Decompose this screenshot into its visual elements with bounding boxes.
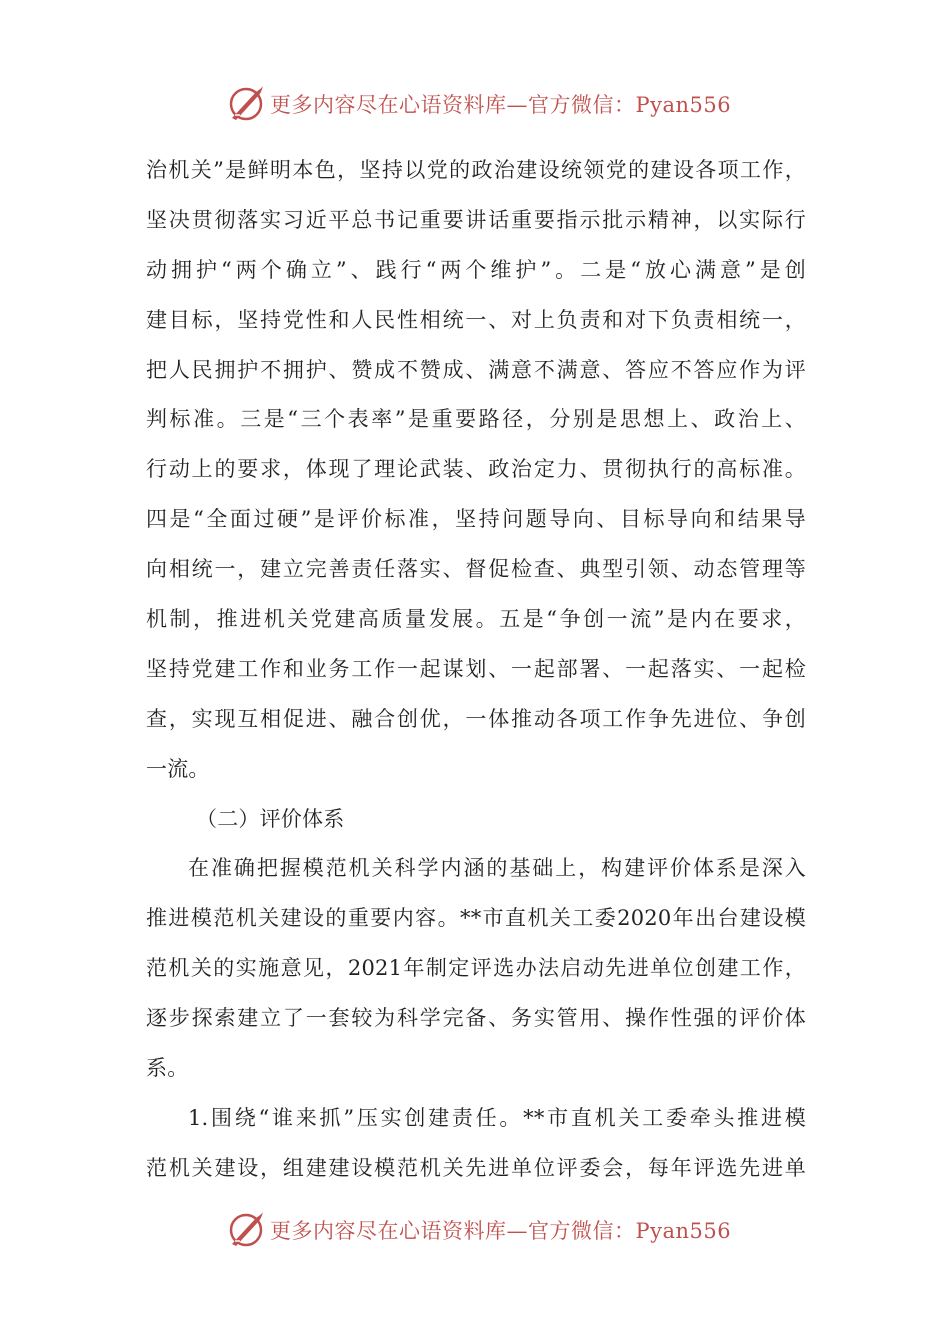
body-line: 向相统一，建立完善责任落实、督促检查、典型引领、动态管理等 <box>146 557 806 582</box>
header-banner-text: 更多内容尽在心语资料库—官方微信：Pyan556 <box>270 93 732 117</box>
body-line: 查，实现互相促进、融合创优，一体推动各项工作争先进位、争创 <box>146 706 806 731</box>
body-line: 范机关建设，组建建设模范机关先进单位评委会，每年评选先进单 <box>146 1155 806 1180</box>
header-watermark-banner <box>226 82 746 126</box>
body-line: 坚决贯彻落实习近平总书记重要讲话重要指示批示精神，以实际行 <box>146 207 806 232</box>
body-line: 行动上的要求，体现了理论武装、政治定力、贯彻执行的高标准。 <box>146 457 806 482</box>
body-line: 四是“全面过硬”是评价标准，坚持问题导向、目标导向和结果导 <box>146 507 806 532</box>
body-line: 机制，推进机关党建高质量发展。五是“争创一流”是内在要求， <box>146 607 806 632</box>
quill-logo-icon <box>226 1210 266 1250</box>
section-heading: （二）评价体系 <box>196 806 345 831</box>
footer-banner-text: 更多内容尽在心语资料库—官方微信：Pyan556 <box>270 1219 732 1243</box>
document-body <box>146 146 806 1194</box>
body-line: 建目标，坚持党性和人民性相统一、对上负责和对下负责相统一， <box>146 307 806 332</box>
body-line: 1.围绕“谁来抓”压实创建责任。**市直机关工委牵头推进模 <box>188 1105 806 1130</box>
footer-watermark-banner <box>226 1208 746 1252</box>
body-line: 逐步探索建立了一套较为科学完备、务实管用、操作性强的评价体 <box>146 1006 806 1031</box>
body-line: 在准确把握模范机关科学内涵的基础上，构建评价体系是深入 <box>188 856 806 881</box>
body-line: 动拥护“两个确立”、践行“两个维护”。二是“放心满意”是创 <box>146 257 806 282</box>
body-line: 坚持党建工作和业务工作一起谋划、一起部署、一起落实、一起检 <box>146 656 806 681</box>
quill-logo-icon <box>226 84 266 124</box>
body-line: 系。 <box>146 1056 189 1081</box>
body-line: 把人民拥护不拥护、赞成不赞成、满意不满意、答应不答应作为评 <box>146 357 806 382</box>
body-line: 一流。 <box>146 756 210 781</box>
body-line: 范机关的实施意见，2021年制定评选办法启动先进单位创建工作， <box>146 956 806 981</box>
body-line: 治机关”是鲜明本色，坚持以党的政治建设统领党的建设各项工作， <box>146 158 806 182</box>
body-line: 推进模范机关建设的重要内容。**市直机关工委2020年出台建设模 <box>146 906 806 931</box>
body-line: 判标准。三是“三个表率”是重要路径，分别是思想上、政治上、 <box>146 407 806 432</box>
